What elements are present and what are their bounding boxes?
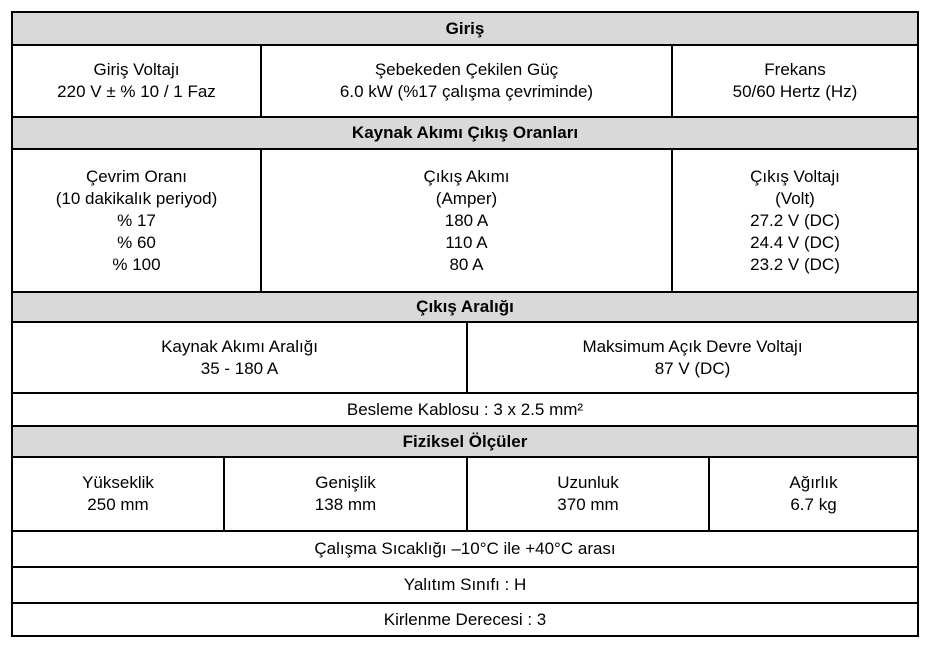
cell-line: 27.2 V (DC) xyxy=(750,210,840,230)
cell-value: 6.0 kW (%17 çalışma çevriminde) xyxy=(339,82,594,101)
welding-current-range-cell xyxy=(13,323,468,392)
cell-value: 250 mm xyxy=(87,495,149,514)
cell-line: Çıkış Voltajı xyxy=(750,166,840,186)
cell-line: Çıkış Akımı xyxy=(423,166,510,186)
section-title: Çıkış Aralığı xyxy=(416,297,514,316)
cell-line: Çevrim Oranı xyxy=(85,166,188,186)
width-cell xyxy=(225,458,468,530)
cell-label: Şebekeden Çekilen Güç xyxy=(374,60,559,79)
cell-line: 24.4 V (DC) xyxy=(750,232,840,252)
section-title: Giriş xyxy=(445,18,485,38)
cell-line: % 60 xyxy=(117,232,156,252)
input-voltage-cell xyxy=(13,46,262,116)
cell-line: % 17 xyxy=(117,210,156,230)
grid-power-cell xyxy=(262,46,673,116)
insulation-class-text: Yalıtım Sınıfı : H xyxy=(403,575,527,594)
section-header-kaynak xyxy=(13,118,917,150)
output-voltage-cell xyxy=(673,150,917,291)
spec-table xyxy=(11,11,919,637)
height-cell xyxy=(13,458,225,530)
cell-line: (Amper) xyxy=(435,188,498,208)
section-header-fiziksel xyxy=(13,427,917,458)
cell-line: (10 dakikalık periyod) xyxy=(55,188,218,208)
cell-label: Yükseklik xyxy=(82,473,154,492)
cell-line: % 100 xyxy=(112,254,161,274)
cell-label: Maksimum Açık Devre Voltajı xyxy=(582,336,803,356)
supply-cable-row xyxy=(13,394,917,427)
cell-label: Frekans xyxy=(764,60,826,79)
cell-line: (Volt) xyxy=(775,188,815,208)
cell-label: Ağırlık xyxy=(789,473,838,492)
duty-cycle-cell xyxy=(13,150,262,291)
cell-value: 6.7 kg xyxy=(790,495,837,514)
fiziksel-row xyxy=(13,458,917,532)
operating-temperature-row xyxy=(13,532,917,568)
cell-value: 87 V (DC) xyxy=(654,358,731,378)
output-current-cell xyxy=(262,150,673,291)
cell-line: 23.2 V (DC) xyxy=(750,254,840,274)
operating-temperature-text: Çalışma Sıcaklığı –10°C ile +40°C arası xyxy=(314,539,616,558)
section-title: Kaynak Akımı Çıkış Oranları xyxy=(351,123,579,142)
cell-label: Genişlik xyxy=(315,473,376,492)
section-header-cikis xyxy=(13,293,917,323)
cell-line: 110 A xyxy=(445,232,488,252)
pollution-degree-row xyxy=(13,604,917,635)
weight-cell xyxy=(710,458,917,530)
supply-cable-text: Besleme Kablosu : 3 x 2.5 mm² xyxy=(346,399,584,419)
kaynak-row xyxy=(13,150,917,293)
frequency-cell xyxy=(673,46,917,116)
open-circuit-voltage-cell xyxy=(468,323,917,392)
cell-line: 80 A xyxy=(449,254,484,274)
section-header-giris xyxy=(13,13,917,46)
cell-value: 35 - 180 A xyxy=(200,358,279,378)
cell-value: 220 V ± % 10 / 1 Faz xyxy=(57,82,216,101)
cell-value: 138 mm xyxy=(314,495,377,514)
section-title: Fiziksel Ölçüler xyxy=(402,431,528,451)
cell-value: 50/60 Hertz (Hz) xyxy=(732,82,858,101)
cell-label: Giriş Voltajı xyxy=(93,60,180,79)
cikis-row xyxy=(13,323,917,394)
cell-value: 370 mm xyxy=(557,495,619,514)
length-cell xyxy=(468,458,710,530)
pollution-degree-text: Kirlenme Derecesi : 3 xyxy=(383,609,547,629)
insulation-class-row xyxy=(13,568,917,604)
cell-label: Kaynak Akımı Aralığı xyxy=(161,336,318,356)
giris-row xyxy=(13,46,917,118)
cell-label: Uzunluk xyxy=(557,473,619,492)
cell-line: 180 A xyxy=(444,210,489,230)
